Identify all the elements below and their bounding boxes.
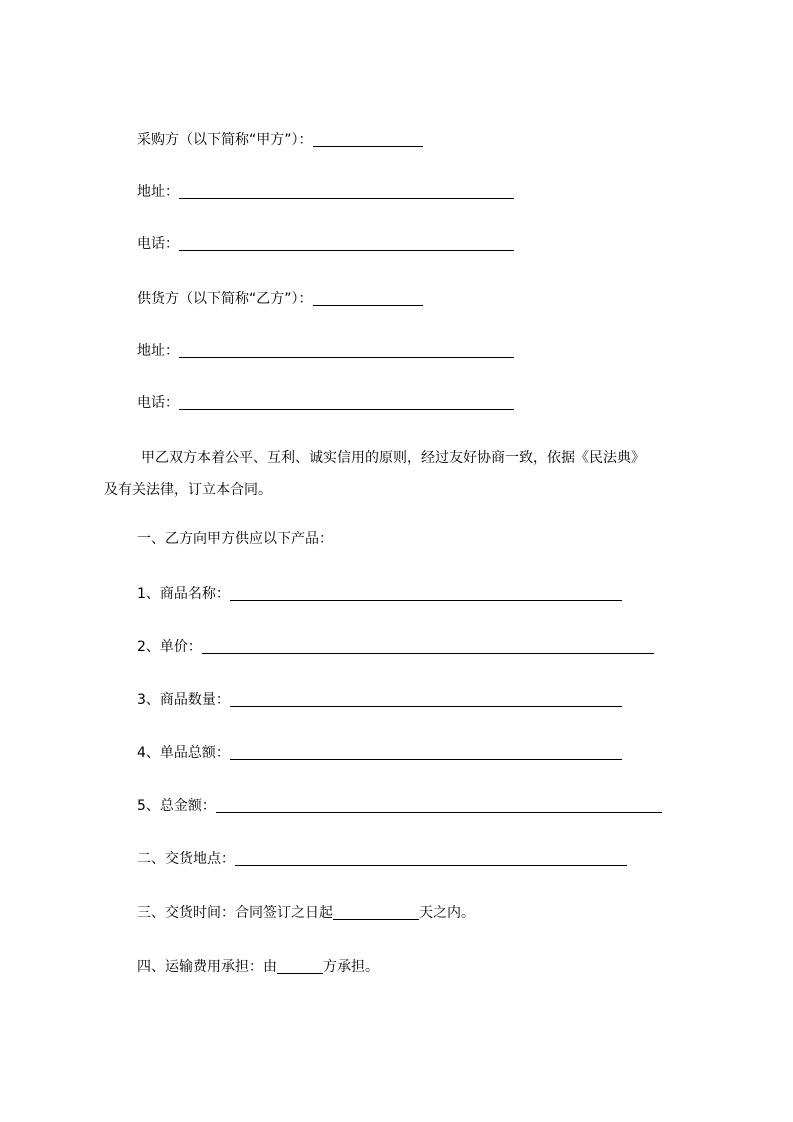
item-total-amount-label: 5、总金额： [137, 798, 216, 814]
section3-delivery-time [137, 903, 475, 923]
section2-delivery-place [137, 849, 627, 869]
preamble-line-1: 甲乙双方本着公平、互利、诚实信用的原则，经过友好协商一致，依据《民法典》 [141, 450, 645, 466]
transport-cost-prefix: 四、运输费用承担：由 [137, 959, 277, 975]
item-subtotal-label: 4、单品总额： [137, 745, 230, 761]
item-product-name-label: 1、商品名称： [137, 586, 230, 602]
buyer-address-label: 地址： [137, 184, 179, 200]
quantity-blank[interactable] [230, 692, 622, 707]
buyer-label: 采购方（以下简称“甲方”）： [137, 132, 313, 148]
transport-cost-suffix: 方承担。 [323, 959, 379, 975]
buyer-address-blank[interactable] [179, 184, 514, 199]
item-unit-price-label: 2、单价： [137, 639, 202, 655]
item-total-amount [137, 796, 662, 816]
unit-price-blank[interactable] [202, 639, 654, 654]
total-amount-blank[interactable] [216, 798, 662, 813]
delivery-time-prefix: 三、交货时间：合同签订之日起 [137, 905, 333, 921]
supplier-line [137, 289, 423, 309]
supplier-address-blank[interactable] [179, 343, 514, 358]
buyer-name-blank[interactable] [313, 132, 423, 147]
section1-heading-text: 一、乙方向甲方供应以下产品： [137, 531, 333, 547]
item-subtotal [137, 743, 622, 763]
supplier-name-blank[interactable] [313, 291, 423, 306]
item-unit-price [137, 637, 654, 657]
section4-transport-cost [137, 957, 379, 977]
buyer-address-line [137, 182, 514, 202]
delivery-days-blank[interactable] [333, 905, 419, 920]
supplier-phone-blank[interactable] [179, 395, 514, 410]
delivery-time-suffix: 天之内。 [419, 905, 475, 921]
item-quantity-label: 3、商品数量： [137, 692, 230, 708]
buyer-phone-blank[interactable] [179, 236, 514, 251]
section1-heading [137, 529, 333, 549]
item-quantity [137, 690, 622, 710]
subtotal-blank[interactable] [230, 745, 622, 760]
product-name-blank[interactable] [230, 586, 622, 601]
preamble-paragraph [104, 442, 717, 506]
transport-party-blank[interactable] [277, 959, 323, 974]
supplier-phone-line [137, 393, 514, 413]
buyer-line [137, 130, 423, 150]
delivery-place-blank[interactable] [235, 851, 627, 866]
supplier-address-line [137, 341, 514, 361]
supplier-label: 供货方（以下简称“乙方”）： [137, 291, 313, 307]
buyer-phone-line [137, 234, 514, 254]
supplier-phone-label: 电话： [137, 395, 179, 411]
buyer-phone-label: 电话： [137, 236, 179, 252]
delivery-place-label: 二、交货地点： [137, 851, 235, 867]
supplier-address-label: 地址： [137, 343, 179, 359]
preamble-line-2: 及有关法律，订立本合同。 [104, 482, 272, 498]
item-product-name [137, 584, 622, 604]
